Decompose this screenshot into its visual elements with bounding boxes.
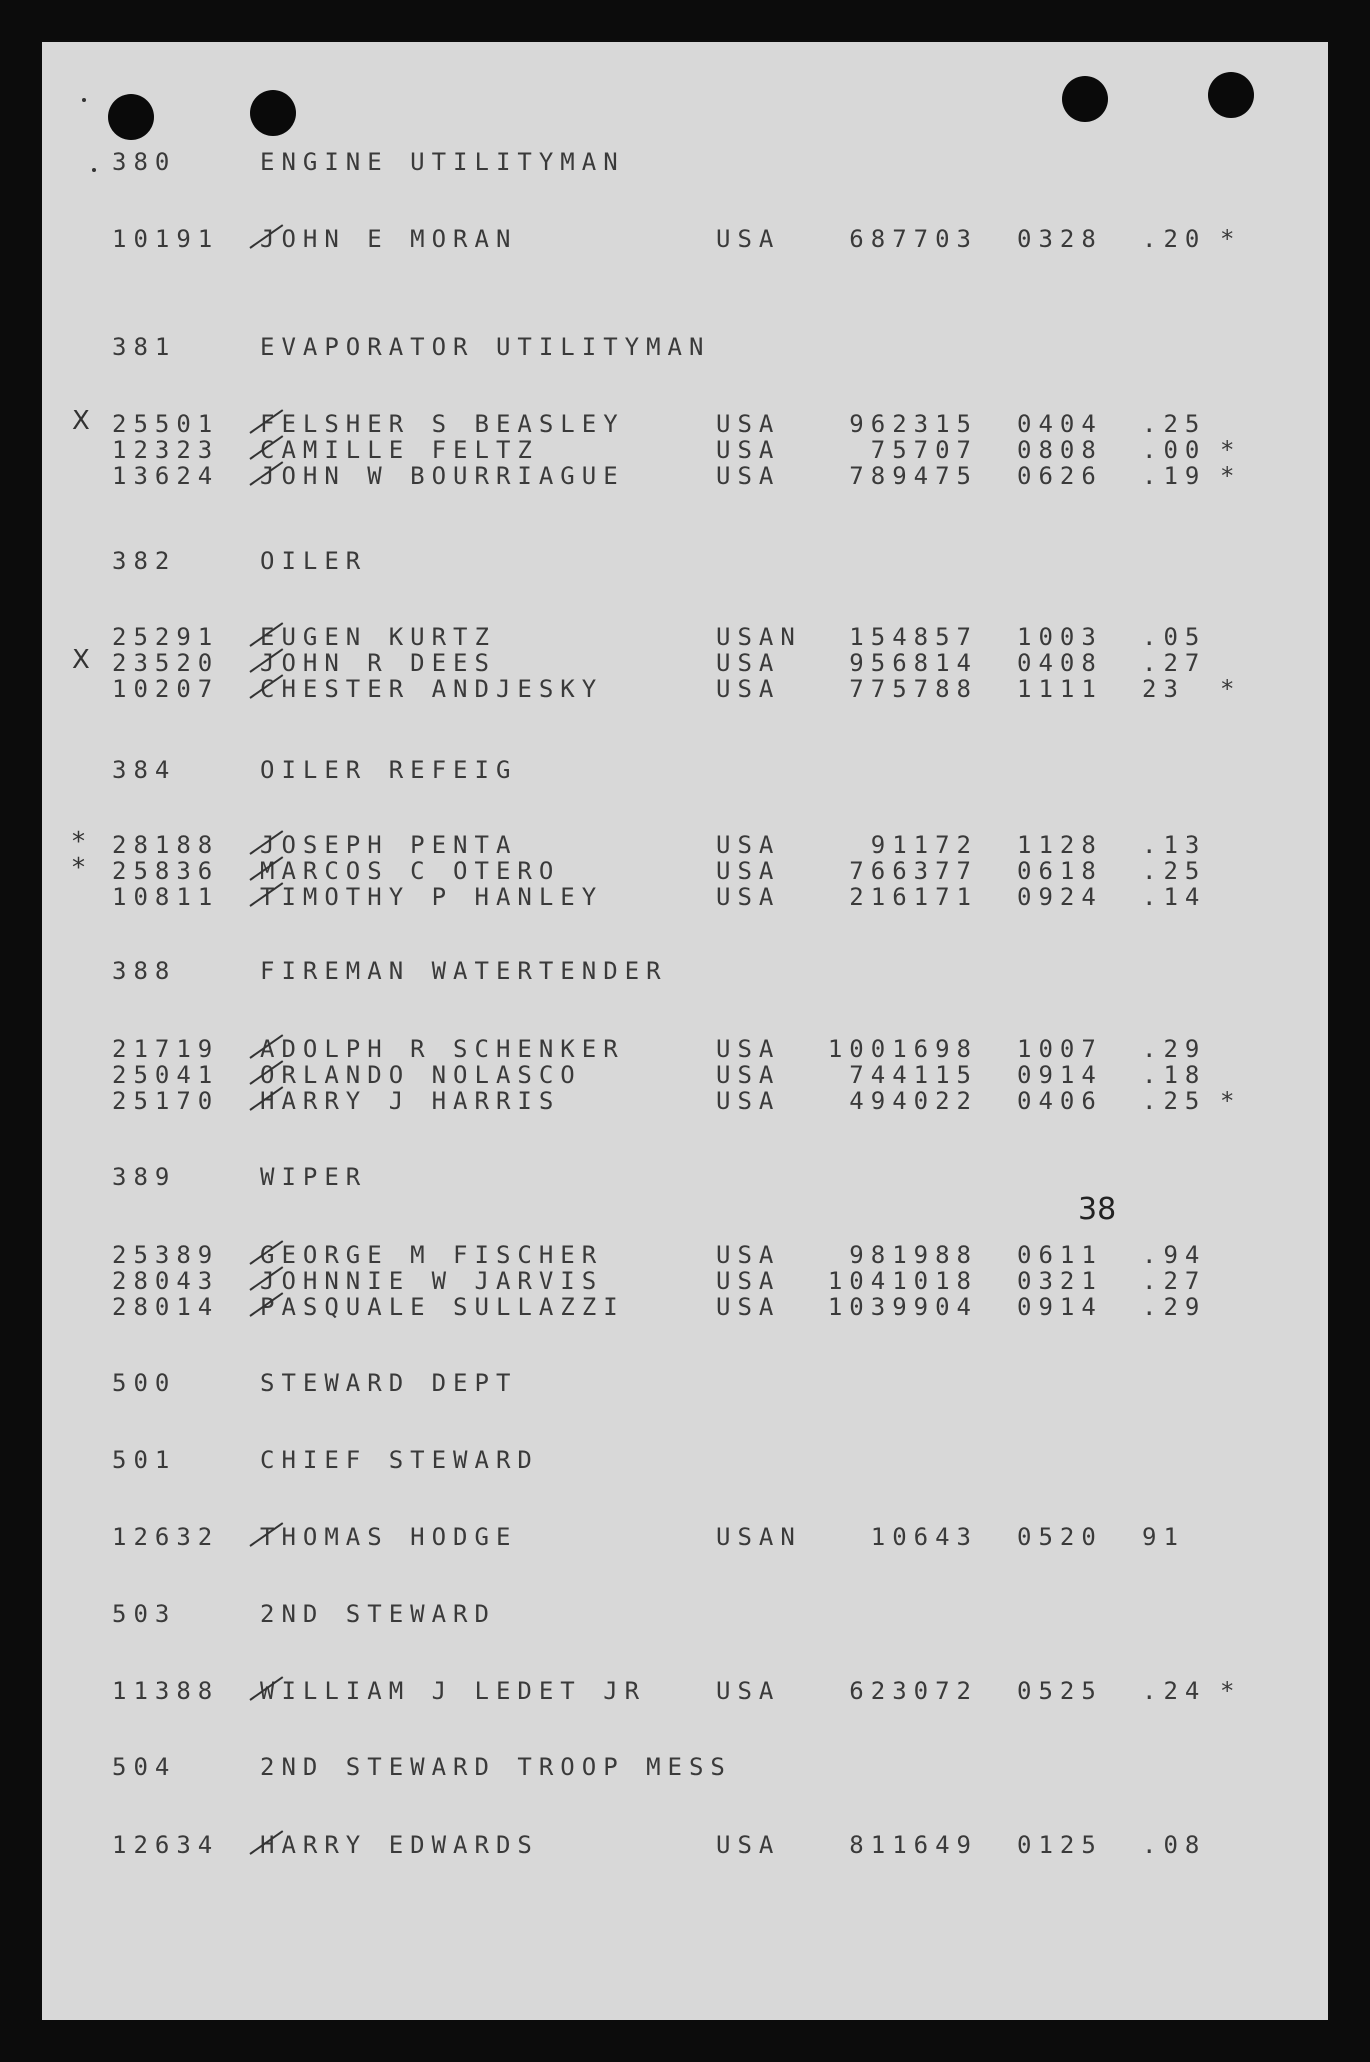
crew-name: CHESTER ANDJESKY xyxy=(260,675,604,703)
crew-name: TIMOTHY P HANLEY xyxy=(260,883,604,911)
crew-number: 623072 xyxy=(849,1677,978,1705)
crew-nationality: USA xyxy=(716,1035,781,1063)
crew-code: 10191 xyxy=(112,225,220,253)
section-code: 501 xyxy=(112,1446,177,1474)
section-title: ENGINE UTILITYMAN xyxy=(260,148,625,176)
crew-name: EUGEN KURTZ xyxy=(260,623,496,651)
crew-rate: 23 xyxy=(1142,675,1185,703)
crew-code: 13624 xyxy=(112,462,220,490)
asterisk-mark: * xyxy=(1220,436,1242,464)
asterisk-mark: * xyxy=(1220,1087,1242,1115)
crew-date: 0626 xyxy=(1017,462,1103,490)
crew-number: 775788 xyxy=(849,675,978,703)
crew-number: 91172 xyxy=(870,831,978,859)
crew-number: 744115 xyxy=(849,1061,978,1089)
punch-hole xyxy=(1208,72,1254,118)
crew-name: ADOLPH R SCHENKER xyxy=(260,1035,625,1063)
crew-code: 25291 xyxy=(112,623,220,651)
crew-nationality: USA xyxy=(716,410,781,438)
crew-number: 10643 xyxy=(870,1523,978,1551)
crew-nationality: USA xyxy=(716,1677,781,1705)
crew-date: 1111 xyxy=(1017,675,1103,703)
crew-number: 1041018 xyxy=(827,1267,978,1295)
section-title: 2ND STEWARD TROOP MESS xyxy=(260,1753,732,1781)
section-code: 380 xyxy=(112,148,177,176)
section-code: 504 xyxy=(112,1753,177,1781)
crew-date: 0611 xyxy=(1017,1241,1103,1269)
crew-date: 0321 xyxy=(1017,1267,1103,1295)
crew-rate: .05 xyxy=(1142,623,1207,651)
crew-rate: .00 xyxy=(1142,436,1207,464)
crew-nationality: USA xyxy=(716,225,781,253)
section-code: 503 xyxy=(112,1600,177,1628)
document-page xyxy=(42,42,1328,2020)
crew-rate: .27 xyxy=(1142,1267,1207,1295)
section-code: 389 xyxy=(112,1163,177,1191)
crew-nationality: USA xyxy=(716,649,781,677)
margin-mark: * xyxy=(72,853,92,883)
crew-nationality: USA xyxy=(716,831,781,859)
crew-name: WILLIAM J LEDET JR xyxy=(260,1677,647,1705)
section-title: OILER REFEIG xyxy=(260,756,518,784)
crew-code: 11388 xyxy=(112,1677,220,1705)
crew-name: JOHNNIE W JARVIS xyxy=(260,1267,604,1295)
crew-name: HARRY EDWARDS xyxy=(260,1831,539,1859)
crew-date: 0808 xyxy=(1017,436,1103,464)
punch-hole xyxy=(250,90,296,136)
crew-nationality: USA xyxy=(716,1831,781,1859)
crew-date: 0618 xyxy=(1017,857,1103,885)
handwritten-number: 38 xyxy=(1078,1192,1117,1227)
crew-number: 766377 xyxy=(849,857,978,885)
crew-rate: .14 xyxy=(1142,883,1207,911)
section-title: OILER xyxy=(260,547,368,575)
crew-name: PASQUALE SULLAZZI xyxy=(260,1293,625,1321)
crew-code: 25836 xyxy=(112,857,220,885)
section-title: STEWARD DEPT xyxy=(260,1369,518,1397)
crew-rate: .25 xyxy=(1142,857,1207,885)
crew-code: 28043 xyxy=(112,1267,220,1295)
margin-mark: X xyxy=(72,406,97,436)
crew-number: 75707 xyxy=(870,436,978,464)
punch-hole xyxy=(1062,76,1108,122)
crew-code: 12632 xyxy=(112,1523,220,1551)
crew-nationality: USAN xyxy=(716,623,802,651)
crew-name: CAMILLE FELTZ xyxy=(260,436,539,464)
crew-code: 12323 xyxy=(112,436,220,464)
asterisk-mark: * xyxy=(1220,462,1242,490)
crew-name: JOHN W BOURRIAGUE xyxy=(260,462,625,490)
crew-name: THOMAS HODGE xyxy=(260,1523,518,1551)
crew-number: 1001698 xyxy=(827,1035,978,1063)
section-title: 2ND STEWARD xyxy=(260,1600,496,1628)
crew-number: 789475 xyxy=(849,462,978,490)
crew-date: 0520 xyxy=(1017,1523,1103,1551)
crew-nationality: USA xyxy=(716,1293,781,1321)
crew-rate: .19 xyxy=(1142,462,1207,490)
crew-rate: .27 xyxy=(1142,649,1207,677)
crew-nationality: USAN xyxy=(716,1523,802,1551)
asterisk-mark: * xyxy=(1220,225,1242,253)
crew-nationality: USA xyxy=(716,462,781,490)
crew-name: GEORGE M FISCHER xyxy=(260,1241,604,1269)
punch-hole xyxy=(108,94,154,140)
crew-code: 23520 xyxy=(112,649,220,677)
crew-number: 811649 xyxy=(849,1831,978,1859)
section-title: WIPER xyxy=(260,1163,368,1191)
crew-name: FELSHER S BEASLEY xyxy=(260,410,625,438)
crew-name: ORLANDO NOLASCO xyxy=(260,1061,582,1089)
crew-date: 0924 xyxy=(1017,883,1103,911)
crew-name: JOSEPH PENTA xyxy=(260,831,518,859)
crew-date: 0404 xyxy=(1017,410,1103,438)
crew-date: 0125 xyxy=(1017,1831,1103,1859)
crew-date: 0914 xyxy=(1017,1293,1103,1321)
crew-nationality: USA xyxy=(716,436,781,464)
crew-nationality: USA xyxy=(716,1267,781,1295)
crew-date: 0408 xyxy=(1017,649,1103,677)
crew-date: 0914 xyxy=(1017,1061,1103,1089)
crew-rate: .29 xyxy=(1142,1293,1207,1321)
crew-rate: .94 xyxy=(1142,1241,1207,1269)
crew-rate: .25 xyxy=(1142,1087,1207,1115)
crew-code: 10207 xyxy=(112,675,220,703)
crew-date: 0406 xyxy=(1017,1087,1103,1115)
crew-rate: .25 xyxy=(1142,410,1207,438)
asterisk-mark: * xyxy=(1220,675,1242,703)
crew-number: 687703 xyxy=(849,225,978,253)
crew-code: 25041 xyxy=(112,1061,220,1089)
section-code: 388 xyxy=(112,957,177,985)
section-title: CHIEF STEWARD xyxy=(260,1446,539,1474)
crew-nationality: USA xyxy=(716,1061,781,1089)
crew-code: 10811 xyxy=(112,883,220,911)
crew-code: 28188 xyxy=(112,831,220,859)
crew-date: 1007 xyxy=(1017,1035,1103,1063)
crew-rate: .24 xyxy=(1142,1677,1207,1705)
margin-mark: X xyxy=(72,645,97,675)
crew-code: 25389 xyxy=(112,1241,220,1269)
crew-number: 154857 xyxy=(849,623,978,651)
crew-rate: 91 xyxy=(1142,1523,1185,1551)
crew-number: 981988 xyxy=(849,1241,978,1269)
crew-code: 25501 xyxy=(112,410,220,438)
crew-number: 956814 xyxy=(849,649,978,677)
crew-code: 25170 xyxy=(112,1087,220,1115)
crew-nationality: USA xyxy=(716,1241,781,1269)
crew-name: MARCOS C OTERO xyxy=(260,857,561,885)
crew-number: 216171 xyxy=(849,883,978,911)
crew-nationality: USA xyxy=(716,857,781,885)
crew-code: 12634 xyxy=(112,1831,220,1859)
asterisk-mark: * xyxy=(1220,1677,1242,1705)
margin-mark: * xyxy=(72,827,92,857)
crew-code: 21719 xyxy=(112,1035,220,1063)
crew-rate: .29 xyxy=(1142,1035,1207,1063)
section-code: 384 xyxy=(112,756,177,784)
crew-date: 1128 xyxy=(1017,831,1103,859)
crew-rate: .20 xyxy=(1142,225,1207,253)
section-title: EVAPORATOR UTILITYMAN xyxy=(260,333,711,361)
section-code: 500 xyxy=(112,1369,177,1397)
crew-name: JOHN E MORAN xyxy=(260,225,518,253)
section-code: 381 xyxy=(112,333,177,361)
crew-number: 494022 xyxy=(849,1087,978,1115)
crew-name: JOHN R DEES xyxy=(260,649,496,677)
crew-nationality: USA xyxy=(716,883,781,911)
speck xyxy=(82,98,86,102)
section-code: 382 xyxy=(112,547,177,575)
crew-name: HARRY J HARRIS xyxy=(260,1087,561,1115)
crew-number: 1039904 xyxy=(827,1293,978,1321)
section-title: FIREMAN WATERTENDER xyxy=(260,957,668,985)
crew-rate: .18 xyxy=(1142,1061,1207,1089)
crew-number: 962315 xyxy=(849,410,978,438)
crew-date: 0328 xyxy=(1017,225,1103,253)
crew-rate: .08 xyxy=(1142,1831,1207,1859)
crew-date: 0525 xyxy=(1017,1677,1103,1705)
crew-rate: .13 xyxy=(1142,831,1207,859)
crew-nationality: USA xyxy=(716,1087,781,1115)
crew-code: 28014 xyxy=(112,1293,220,1321)
crew-nationality: USA xyxy=(716,675,781,703)
crew-date: 1003 xyxy=(1017,623,1103,651)
speck xyxy=(92,168,96,172)
